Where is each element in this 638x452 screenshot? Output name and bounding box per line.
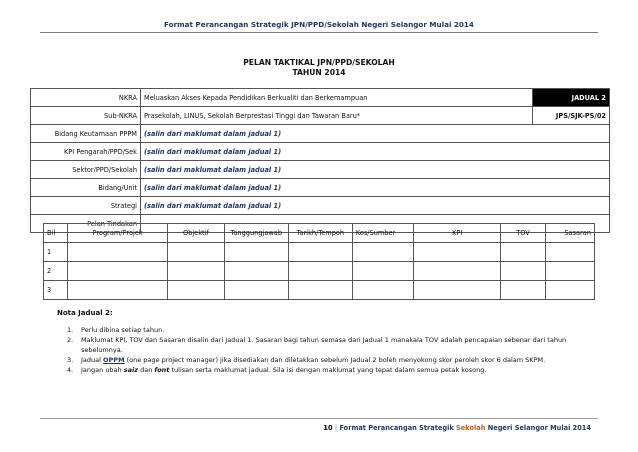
document-title: PELAN TAKTIKAL JPN/PPD/SEKOLAH bbox=[243, 58, 395, 67]
note-text: Jangan ubah saiz dan font tulisan serta maklumat jadual. Sila isi dengan maklumat yang tepat dalam semua petak kosong. bbox=[81, 366, 487, 374]
info-row bbox=[31, 143, 610, 161]
subnkra-label: Sub-NKRA bbox=[31, 107, 141, 125]
info-value[interactable]: (salin dari maklumat dalam jadual 1) bbox=[141, 125, 610, 143]
info-row bbox=[31, 125, 610, 143]
nkra-row bbox=[31, 89, 610, 107]
subnkra-row bbox=[31, 107, 610, 125]
info-value[interactable]: (salin dari maklumat dalam jadual 1) bbox=[141, 161, 610, 179]
program-row bbox=[44, 262, 595, 281]
page-header: Format Perancangan Strategik JPN/PPD/Sekolah Negeri Selangor Mulai 2014 bbox=[164, 20, 474, 29]
note-text: Jadual OPPM (one page project manager) jika disediakan dan diletakkan sebelum Jadual 2 boleh menyokong skor peroleh skor 6 dalam SKPM. bbox=[81, 356, 546, 364]
cell[interactable] bbox=[501, 262, 545, 281]
col-tanggungjawab: Tanggungjawab bbox=[224, 224, 288, 243]
page-footer bbox=[323, 424, 591, 432]
row-number: 1 bbox=[44, 243, 68, 262]
jadual-badge: JADUAL 2 bbox=[533, 89, 610, 107]
cell[interactable] bbox=[68, 243, 168, 262]
cell[interactable] bbox=[352, 243, 413, 262]
footer-text-end: Negeri Selangor Mulai 2014 bbox=[487, 424, 591, 432]
cell[interactable] bbox=[414, 243, 501, 262]
note-item bbox=[67, 335, 591, 355]
cell[interactable] bbox=[168, 262, 224, 281]
note-item bbox=[67, 325, 591, 335]
cell[interactable] bbox=[224, 281, 288, 300]
footer-rule bbox=[40, 418, 598, 419]
cell[interactable] bbox=[288, 281, 352, 300]
document-code: JPS/SJK-PS/02 bbox=[533, 107, 610, 125]
cell[interactable] bbox=[545, 243, 594, 262]
info-row bbox=[31, 161, 610, 179]
row-number: 3 bbox=[44, 281, 68, 300]
nkra-value[interactable]: Meluaskan Akses Kepada Pendidikan Berkualiti dan Berkemampuan bbox=[141, 89, 533, 107]
info-label: Pelan Tindakan bbox=[31, 215, 141, 233]
cell[interactable] bbox=[288, 243, 352, 262]
info-row bbox=[31, 197, 610, 215]
oppm-link[interactable]: OPPM bbox=[103, 356, 125, 364]
col-bil: Bil bbox=[44, 224, 68, 243]
col-kpi: KPI bbox=[414, 224, 501, 243]
info-table bbox=[30, 88, 610, 233]
nkra-label: NKRA bbox=[31, 89, 141, 107]
cell[interactable] bbox=[168, 281, 224, 300]
note-number: 1. bbox=[67, 326, 74, 334]
note-item bbox=[67, 355, 591, 365]
row-number: 2 bbox=[44, 262, 68, 281]
program-table bbox=[43, 223, 595, 300]
col-tarikh: Tarikh/Tempoh bbox=[288, 224, 352, 243]
info-value[interactable]: (salin dari maklumat dalam jadual 1) bbox=[141, 143, 610, 161]
note-number: 4. bbox=[67, 366, 74, 374]
info-value[interactable]: (salin dari maklumat dalam jadual 1) bbox=[141, 179, 610, 197]
notes-title: Nota Jadual 2: bbox=[57, 309, 113, 317]
cell[interactable] bbox=[414, 262, 501, 281]
note-text: Maklumat KPI, TOV dan Sasaran disalin dari Jadual 1. Sasaran bagi tahun semasa dari Jadual 1 manakala TOV adalah pencapaian sebenar dari tahun sebelumnya. bbox=[81, 336, 567, 354]
col-program: Program/Projek bbox=[68, 224, 168, 243]
program-row bbox=[44, 281, 595, 300]
cell[interactable] bbox=[501, 281, 545, 300]
note-item bbox=[67, 365, 591, 375]
subnkra-value[interactable]: Prasekolah, LINUS, Sekolah Berprestasi Tinggi dan Tawaran Baru* bbox=[141, 107, 533, 125]
cell[interactable] bbox=[414, 281, 501, 300]
note-number: 2. bbox=[67, 336, 74, 344]
footer-accent: Sekolah bbox=[456, 424, 486, 432]
info-label: Bidang Keutamaan PPPM bbox=[31, 125, 141, 143]
cell[interactable] bbox=[352, 281, 413, 300]
info-label: Sektor/PPD/Sekolah bbox=[31, 161, 141, 179]
col-sasaran: Sasaran bbox=[545, 224, 594, 243]
footer-separator: | bbox=[334, 424, 338, 432]
col-kos: Kos/Sumber bbox=[352, 224, 413, 243]
cell[interactable] bbox=[68, 262, 168, 281]
info-label: KPI Pengarah/PPD/Sek bbox=[31, 143, 141, 161]
info-label: Strategi bbox=[31, 197, 141, 215]
info-label: Bidang/Unit bbox=[31, 179, 141, 197]
cell[interactable] bbox=[501, 243, 545, 262]
footer-text: Format Perancangan Strategik bbox=[339, 424, 454, 432]
cell[interactable] bbox=[224, 262, 288, 281]
program-row bbox=[44, 243, 595, 262]
cell[interactable] bbox=[68, 281, 168, 300]
cell[interactable] bbox=[545, 281, 594, 300]
col-tov: TOV bbox=[501, 224, 545, 243]
note-number: 3. bbox=[67, 356, 74, 364]
info-row bbox=[31, 179, 610, 197]
cell[interactable] bbox=[545, 262, 594, 281]
notes-list bbox=[67, 325, 591, 375]
cell[interactable] bbox=[168, 243, 224, 262]
document-year: TAHUN 2014 bbox=[292, 68, 346, 77]
cell[interactable] bbox=[288, 262, 352, 281]
info-value[interactable]: (salin dari maklumat dalam jadual 1) bbox=[141, 197, 610, 215]
header-rule bbox=[40, 32, 598, 33]
cell[interactable] bbox=[352, 262, 413, 281]
note-text: Perlu dibina setiap tahun. bbox=[81, 326, 165, 334]
program-header-row bbox=[44, 224, 595, 243]
cell[interactable] bbox=[224, 243, 288, 262]
page-number: 10 bbox=[323, 424, 333, 432]
col-objektif: Objektif bbox=[168, 224, 224, 243]
